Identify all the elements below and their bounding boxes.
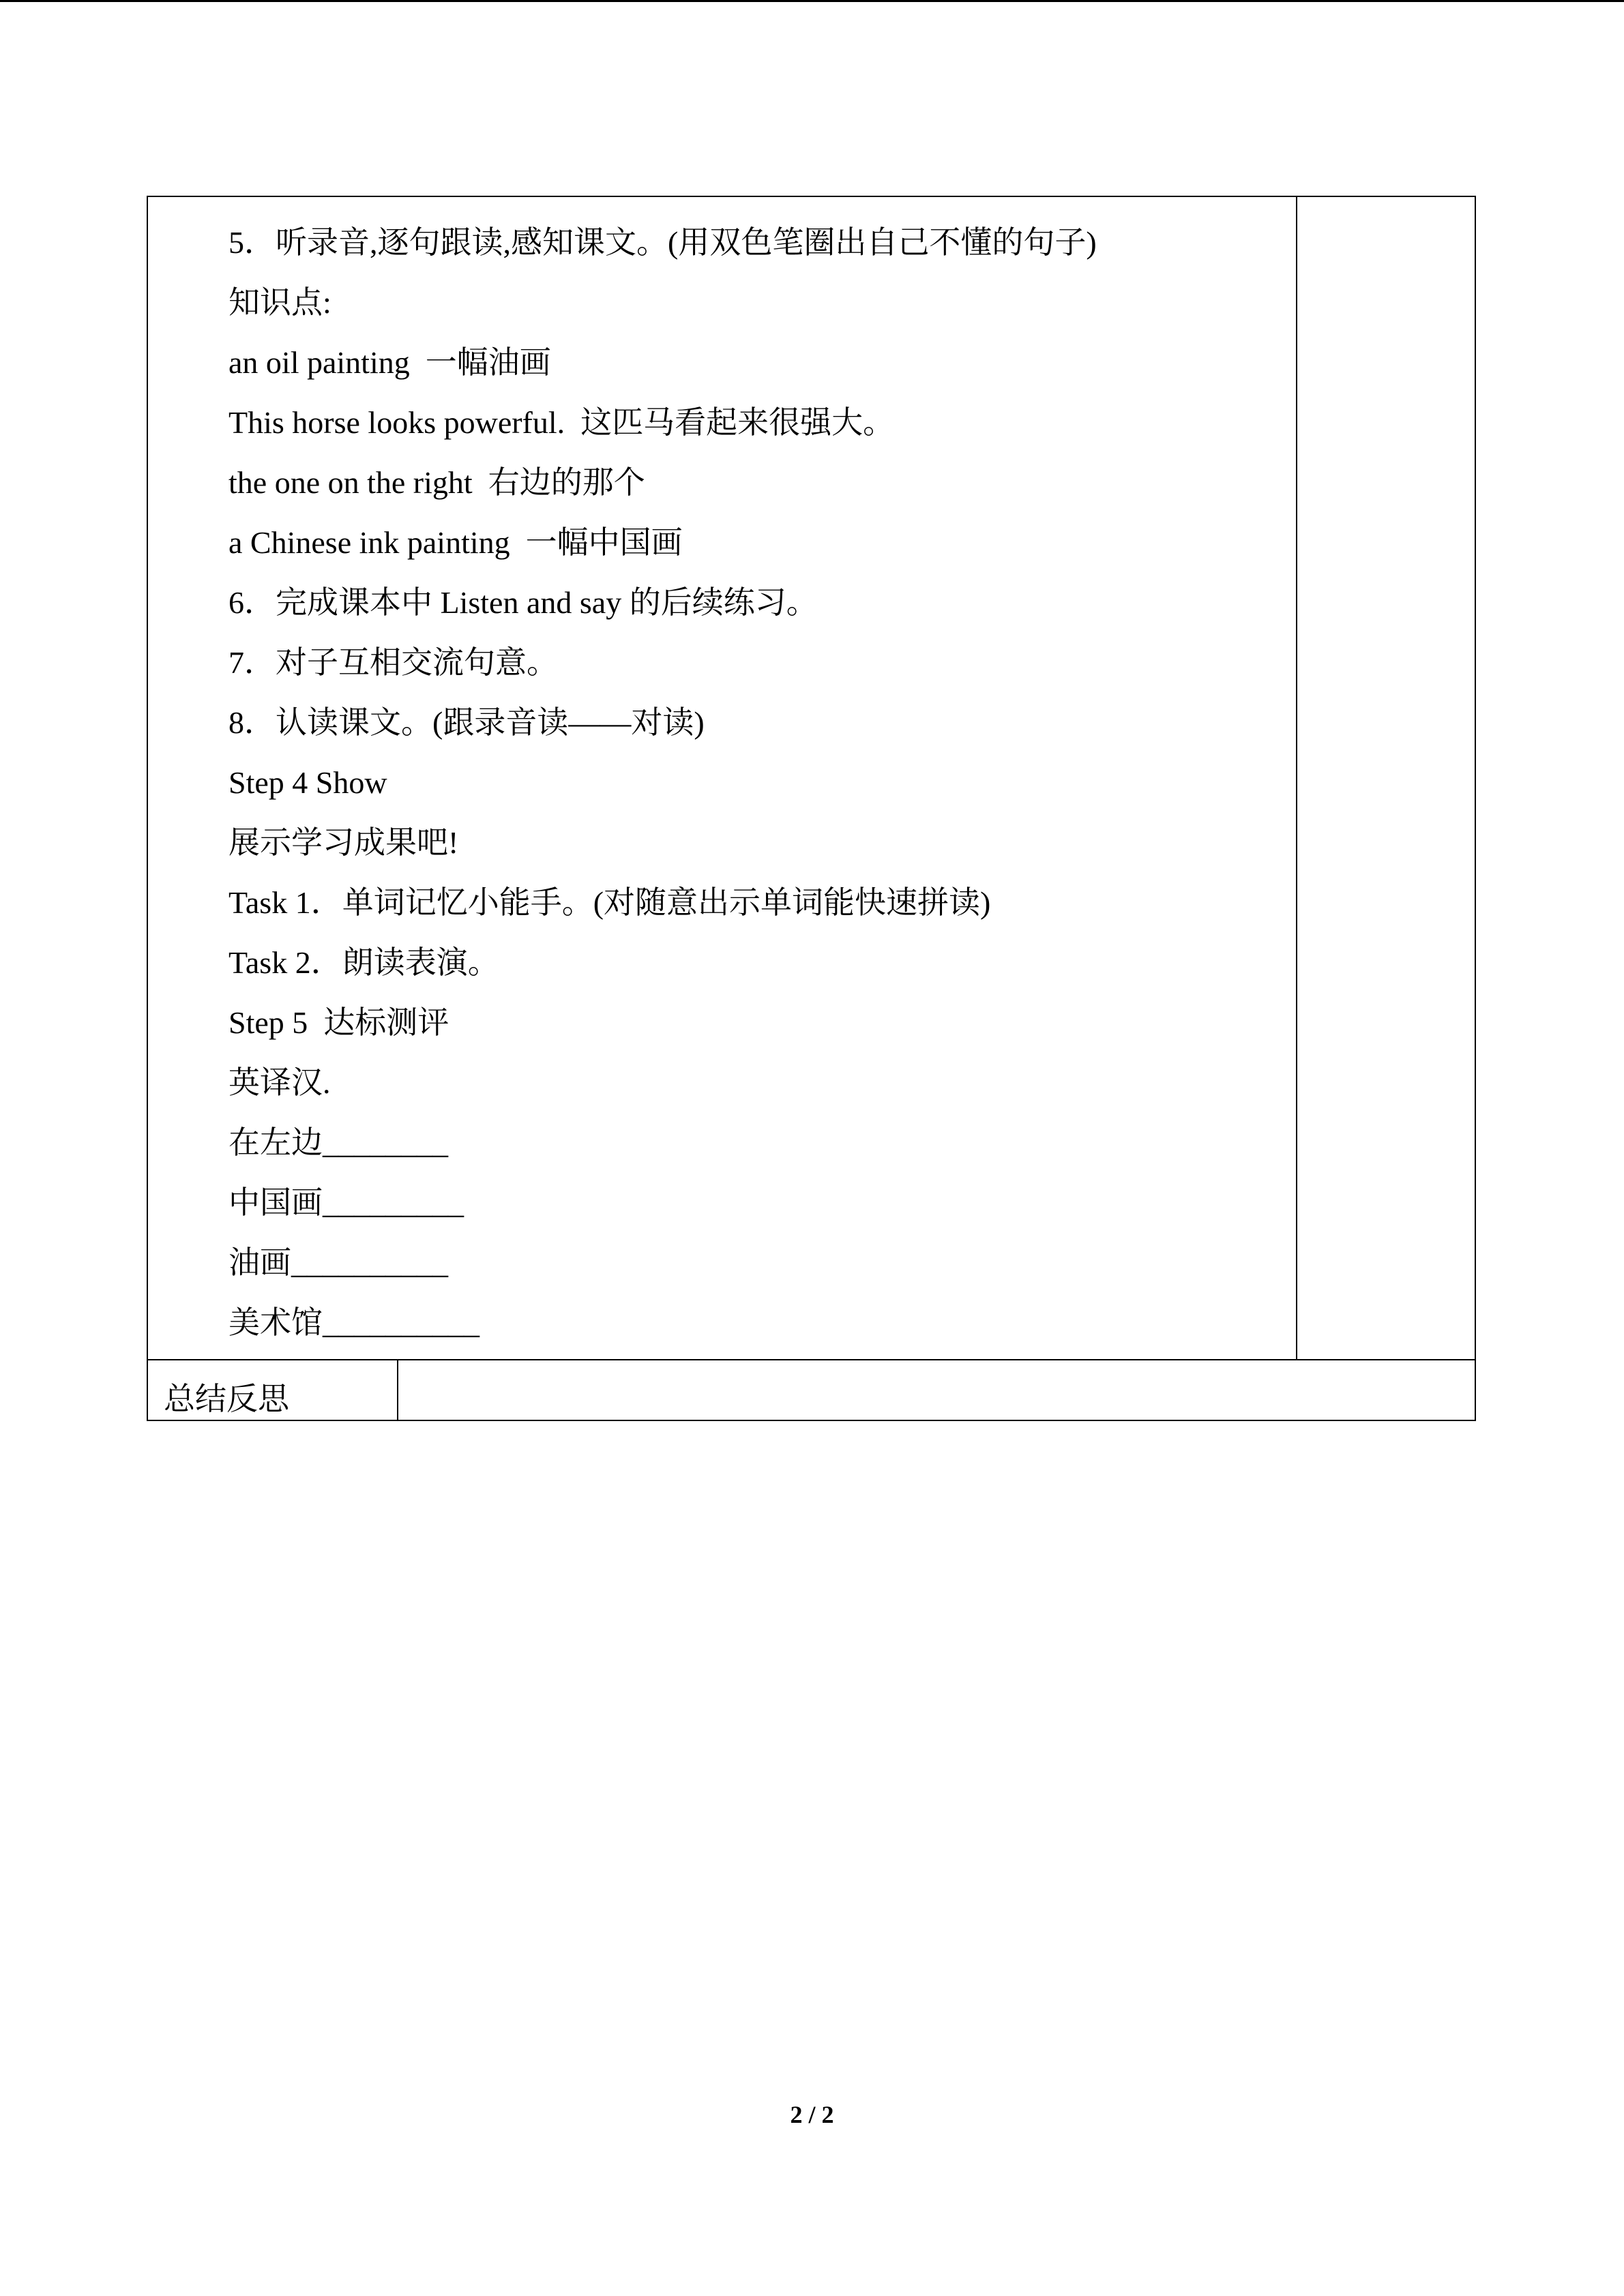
content-line: This horse looks powerful. 这匹马看起来很强大。 xyxy=(228,405,895,440)
page-number: 2 / 2 xyxy=(790,2101,834,2128)
content-line: an oil painting 一幅油画 xyxy=(228,345,551,380)
content-line: 油画__________ xyxy=(228,1245,448,1280)
content-line: Step 4 Show xyxy=(228,765,387,800)
content-line: Step 5 达标测评 xyxy=(228,1005,449,1040)
content-line: 8．认读课文。(跟录音读——对读) xyxy=(228,705,705,740)
right-column-divider xyxy=(1296,196,1297,1360)
content-line: a Chinese ink painting 一幅中国画 xyxy=(228,525,683,560)
content-line: 6．完成课本中 Listen and say 的后续练习。 xyxy=(228,585,818,620)
content-line: 在左边________ xyxy=(228,1125,448,1160)
content-line: 知识点: xyxy=(228,285,331,320)
summary-row-divider xyxy=(147,1359,1476,1360)
summary-reflection-label: 总结反思 xyxy=(164,1382,289,1416)
content-line: 5．听录音,逐句跟读,感知课文。(用双色笔圈出自己不懂的句子) xyxy=(228,225,1097,260)
summary-label-divider xyxy=(397,1359,398,1421)
content-line: Task 1．单词记忆小能手。(对随意出示单词能快速拼读) xyxy=(228,885,991,920)
content-line: 美术馆__________ xyxy=(228,1305,479,1340)
top-border-line xyxy=(0,0,1624,2)
content-line: 中国画_________ xyxy=(228,1185,464,1220)
content-line: 7．对子互相交流句意。 xyxy=(228,645,558,680)
content-line: 英译汉. xyxy=(228,1065,331,1100)
content-line: 展示学习成果吧! xyxy=(228,825,459,860)
lesson-content xyxy=(228,213,1265,1353)
content-line: the one on the right 右边的那个 xyxy=(228,465,645,500)
content-line: Task 2．朗读表演。 xyxy=(228,945,499,980)
